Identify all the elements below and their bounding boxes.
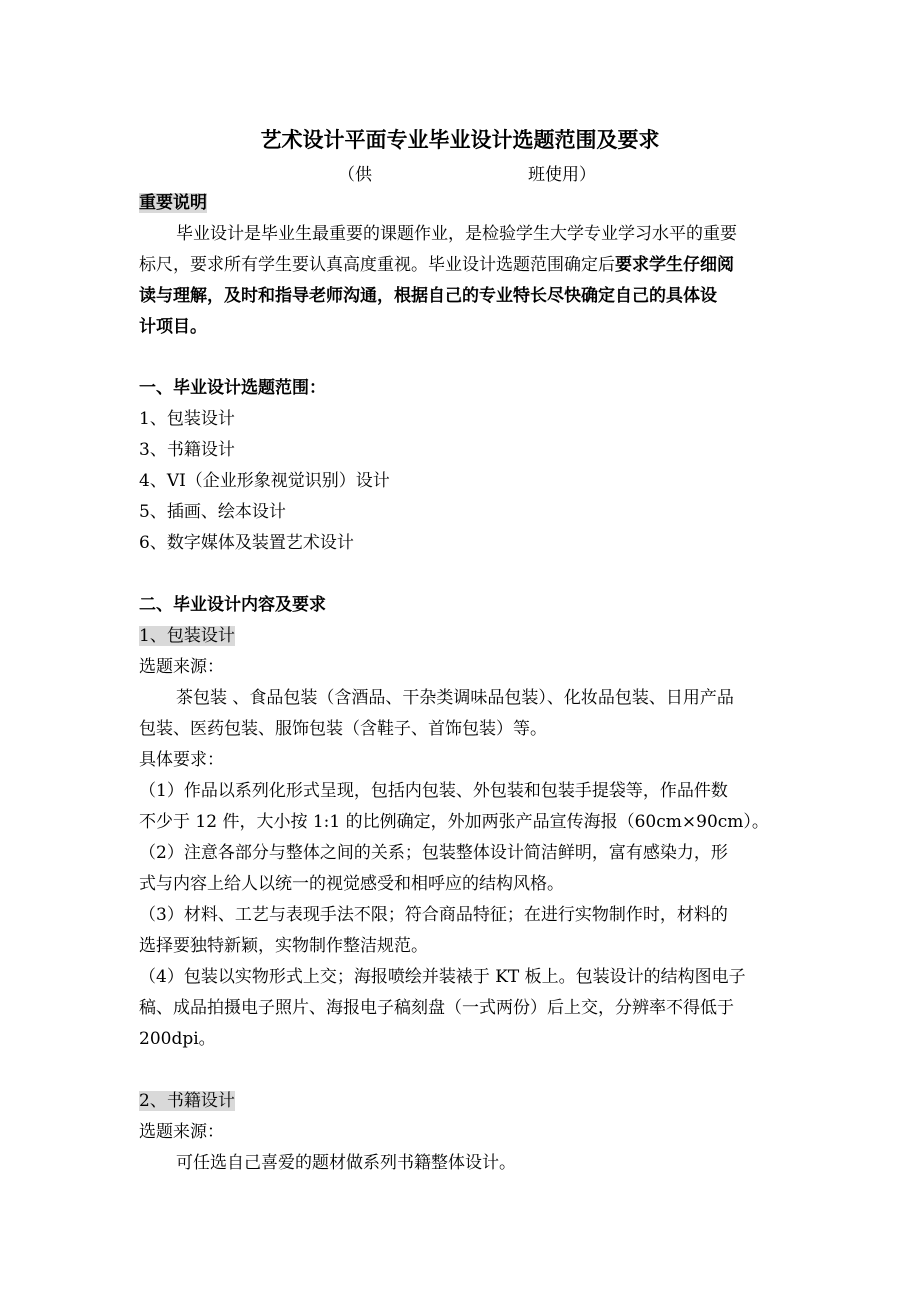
- section1-item: 4、VI（企业形象视觉识别）设计: [139, 471, 390, 491]
- books-heading: 2、书籍设计: [139, 1091, 235, 1111]
- packaging-req-line: 选择要独特新颖，实物制作整洁规范。: [139, 936, 428, 956]
- packaging-req-line: （3）材料、工艺与表现手法不限；符合商品特征；在进行实物制作时，材料的: [139, 905, 728, 925]
- books-heading-line: [139, 1090, 235, 1112]
- important-heading: 重要说明: [139, 193, 207, 213]
- packaging-req-line: 200dpi。: [139, 1029, 216, 1049]
- packaging-heading: 1、包装设计: [139, 626, 235, 646]
- important-line-2-normal: 标尺，要求所有学生要认真高度重视。毕业设计选题范围确定后: [139, 255, 615, 275]
- important-line-3: 读与理解，及时和指导老师沟通，根据自己的专业特长尽快确定自己的具体设: [139, 286, 717, 306]
- important-heading-line: [139, 192, 207, 214]
- packaging-req-line: （2）注意各部分与整体之间的关系；包装整体设计简洁鲜明，富有感染力，形: [139, 843, 728, 863]
- section1-heading: 一、毕业设计选题范围：: [139, 378, 326, 398]
- important-line-1: 毕业设计是毕业生最重要的课题作业，是检验学生大学专业学习水平的重要: [176, 224, 737, 244]
- section1-item: 5、插画、绘本设计: [139, 502, 286, 522]
- important-line-4: 计项目。: [139, 317, 207, 337]
- packaging-req-line: （1）作品以系列化形式呈现，包括内包装、外包装和包装手提袋等，作品件数: [139, 781, 728, 801]
- document-title: 艺术设计平面专业毕业设计选题范围及要求: [260, 128, 660, 152]
- section2-heading: 二、毕业设计内容及要求: [139, 595, 326, 615]
- packaging-req-line: 稿、成品拍摄电子照片、海报电子稿刻盘（一式两份）后上交，分辨率不得低于: [139, 998, 734, 1018]
- packaging-req-line: 式与内容上给人以统一的视觉感受和相呼应的结构风格。: [139, 874, 564, 894]
- books-source-line-1: 可任选自己喜爱的题材做系列书籍整体设计。: [176, 1153, 516, 1173]
- packaging-req-line: 不少于 12 件，大小按 1:1 的比例确定，外加两张产品宣传海报（60cm×90cm）。: [139, 812, 769, 832]
- packaging-req-label: 具体要求：: [139, 750, 224, 770]
- packaging-heading-line: [139, 625, 235, 647]
- packaging-source-line-2: 包装、医药包装、服饰包装（含鞋子、首饰包装）等。: [139, 719, 547, 739]
- packaging-source-line-1: 茶包装 、食品包装（含酒品、干杂类调味品包装）、化妆品包装、日用产品: [176, 688, 734, 708]
- packaging-req-line: （4）包装以实物形式上交；海报喷绘并装裱于 KT 板上。包装设计的结构图电子: [139, 967, 746, 987]
- important-line-2: [139, 254, 734, 276]
- section1-item: 1、包装设计: [139, 409, 235, 429]
- section1-item: 3、书籍设计: [139, 440, 235, 460]
- books-source-label: 选题来源：: [139, 1122, 224, 1142]
- subtitle-close: 班使用）: [528, 165, 596, 185]
- section1-item: 6、数字媒体及装置艺术设计: [139, 533, 354, 553]
- important-line-2-bold: 要求学生仔细阅: [615, 255, 734, 275]
- packaging-source-label: 选题来源：: [139, 657, 224, 677]
- subtitle-open: （供: [338, 165, 372, 185]
